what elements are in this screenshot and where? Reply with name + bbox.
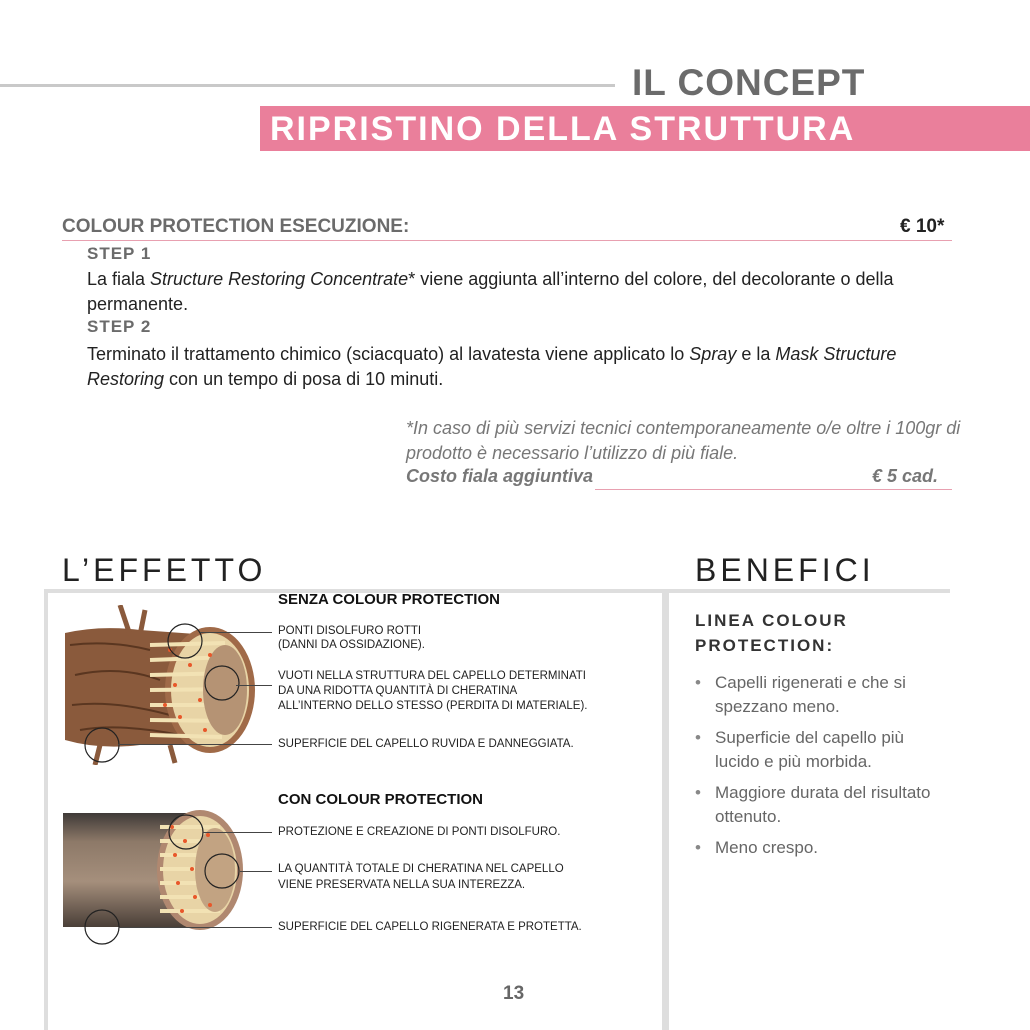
label-broken-bonds: PONTI DISOLFURO ROTTI (278, 625, 422, 637)
leader-line (236, 685, 272, 686)
benefit-item: • Maggiore durata del risultato ottenuto. (695, 783, 931, 826)
protected-hair-illustration (60, 805, 250, 945)
label-voids-2: DA UNA RIDOTTA QUANTITÀ DI CHERATINA (278, 685, 518, 697)
extra-vial-note: *In caso di più servizi tecnici contemporaneamente o/e oltre i 100gr di prodotto è necessario l’utilizzo di più fiale. (406, 418, 961, 463)
damaged-hair-illustration (60, 605, 260, 765)
label-oxidation: (DANNI DA OSSIDAZIONE). (278, 639, 425, 651)
benefit-item: • Meno crespo. (695, 836, 945, 860)
benefit-item: • Superficie del capello più lucido e più morbida. (695, 728, 905, 771)
bullet-icon: • (695, 783, 701, 802)
colour-protection-price: € 10* (900, 216, 945, 237)
effetto-heading: L’EFFETTO (62, 552, 267, 588)
benefici-heading: BENEFICI (695, 552, 875, 588)
step1-label: STEP 1 (87, 244, 152, 263)
label-voids-1: VUOTI NELLA STRUTTURA DEL CAPELLO DETERMINATI (278, 670, 587, 682)
title-underline (62, 240, 952, 241)
step2-text: Terminato il trattamento chimico (sciacquato) al lavatesta viene applicato lo Spray e la Mask Structure Restoring con un tempo di posa di 10 minuti. (87, 344, 897, 389)
leader-line (200, 632, 272, 633)
bullet-icon: • (695, 673, 701, 692)
with-protection-title: CON COLOUR PROTECTION (278, 791, 483, 808)
colour-protection-title: COLOUR PROTECTION ESECUZIONE: (62, 216, 410, 237)
label-rough-surface: SUPERFICIE DEL CAPELLO RUVIDA E DANNEGGIATA. (278, 738, 574, 750)
bullet-icon: • (695, 728, 701, 747)
label-regenerated-surface: SUPERFICIE DEL CAPELLO RIGENERATA E PROTETTA. (278, 921, 582, 933)
page-title: RIPRISTINO DELLA STRUTTURA (270, 110, 856, 148)
label-bond-protection: PROTEZIONE E CREAZIONE DI PONTI DISOLFURO. (278, 826, 561, 838)
concept-heading: IL CONCEPT (632, 62, 866, 103)
label-voids-3: ALL’INTERNO DELLO STESSO (PERDITA DI MATERIALE). (278, 700, 588, 712)
extra-vial-cost-label: Costo fiala aggiuntiva (406, 466, 594, 486)
leader-line (240, 871, 272, 872)
page-number: 13 (503, 983, 525, 1004)
benefit-item: • Capelli rigenerati e che si spezzano meno. (695, 673, 906, 716)
cost-underline (595, 489, 952, 490)
leader-line (118, 744, 272, 745)
header-rule (0, 84, 615, 87)
label-keratin-2: VIENE PRESERVATA NELLA SUA INTEREZZA. (278, 879, 526, 891)
step1-text: La fiala Structure Restoring Concentrate* viene aggiunta all’interno del colore, del decolorante o della permanente. (87, 269, 894, 314)
extra-vial-cost-price: € 5 cad. (872, 466, 939, 486)
leader-line (203, 832, 272, 833)
bullet-icon: • (695, 838, 701, 857)
linea-title: LINEA COLOUR PROTECTION: (695, 611, 848, 655)
without-protection-title: SENZA COLOUR PROTECTION (278, 591, 500, 608)
step2-label: STEP 2 (87, 317, 152, 336)
leader-line (119, 927, 272, 928)
label-keratin-1: LA QUANTITÀ TOTALE DI CHERATINA NEL CAPELLO (278, 863, 564, 875)
